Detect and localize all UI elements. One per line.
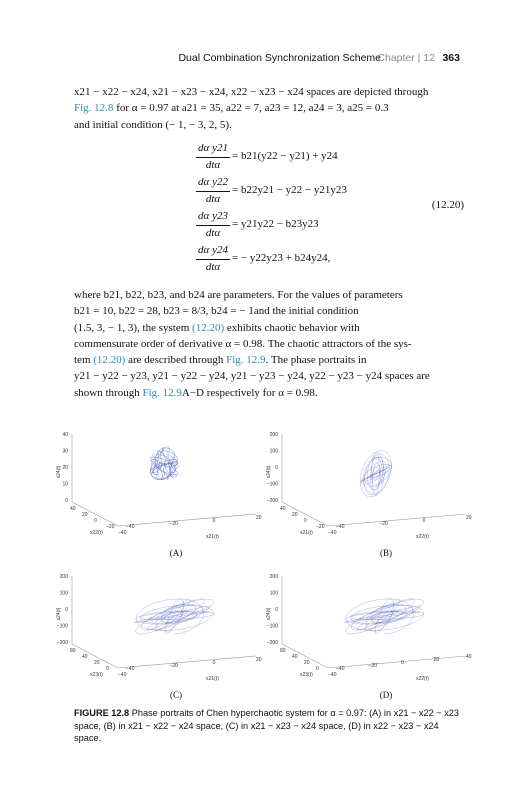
z-tick-label: 20 [62,465,68,471]
y-tick-label: 40 [466,654,472,660]
z-tick-label: 200 [269,574,278,580]
z-axis-label: x24(t) [56,607,62,621]
figure-link[interactable]: Fig. 12.8 [74,102,114,115]
x-tick-label: −20 [316,524,325,530]
header-page-number: 363 [442,52,460,64]
y-tick-label: 0 [422,518,426,524]
phase-portrait-panel [56,574,262,700]
intro-line-3: and initial condition (− 1, − 3, 2, 5). [74,118,232,131]
x-tick-label: 40 [70,506,76,512]
z-tick-label: −100 [266,623,278,630]
intro-line-2: Fig. 12.8 for α = 0.97 at a21 = 35, a22 = 7, a23 = 12, a24 = 3, a25 = 0.3 [74,102,389,115]
x-tick-label: 20 [94,660,100,666]
x-tick-label: −40 [328,672,337,678]
trajectory-curve [150,446,178,480]
x-tick-label: 80 [280,648,286,654]
z-tick-label: 0 [65,498,68,504]
z-tick-label: 100 [269,448,278,455]
phase-portrait-panel [266,574,472,700]
equation-3: dα y23 dtα = y21y22 − b23y23 [196,210,464,242]
y-tick-label: 0 [212,660,216,666]
y-tick-label: −20 [169,663,178,669]
z-tick-label: 0 [275,607,278,613]
equation-1: dα y21 dtα = b21(y22 − y21) + y24 [196,142,464,174]
trajectory-curve [344,599,424,634]
equation-4: dα y24 dtα = − y22y23 + b24y24, [196,244,464,276]
y-axis-label: x21(t) [206,676,219,682]
phase-portrait-panel [56,432,262,558]
z-tick-label: −100 [56,623,68,630]
panel-label: (D) [379,690,393,700]
caption-label: FIGURE 12.8 [74,708,130,718]
y-tick-label: 20 [433,657,440,663]
y-tick-label: −20 [368,663,377,669]
y-tick-label: −40 [336,666,345,672]
x-tick-label: −40 [328,530,337,536]
x-tick-label: 80 [70,648,76,654]
z-axis-label: x24(t) [56,465,62,479]
z-tick-label: 30 [62,448,68,455]
equation-2: dα y22 dtα = b22y21 − y22 − y21y23 [196,176,464,208]
z-tick-label: −200 [266,640,278,646]
equation-link[interactable]: (12.20) [192,321,225,334]
panel-label: (B) [380,548,392,558]
x-tick-label: −40 [118,530,127,536]
y-tick-label: −40 [336,524,345,530]
figure-12-8 [56,430,476,700]
params-line-2: b21 = 10, b22 = 28, b23 = 8/3, b24 = − 1and the initial condition [74,305,359,318]
params-line-5: tem (12.20) are described through Fig. 12.9. The phase portraits in [74,354,367,367]
equation-link[interactable]: (12.20) [93,354,126,367]
x-tick-label: 0 [94,518,97,524]
y-tick-label: −40 [126,666,135,672]
y-tick-label: −20 [379,521,388,527]
params-line-1: where b21, b22, b23, and b24 are parameters. For the values of parameters [74,289,403,301]
x-axis-label: x22(t) [90,530,103,536]
x-tick-label: 40 [82,654,88,660]
x-tick-label: −40 [118,672,127,678]
x-tick-label: 0 [304,518,307,524]
y-tick-label: 0 [212,518,216,524]
z-tick-label: 200 [59,574,68,580]
figure-link[interactable]: Fig. 12.9 [226,354,266,367]
z-tick-label: 100 [59,590,68,597]
z-tick-label: −200 [266,498,278,504]
z-tick-label: −200 [56,640,68,646]
y-axis-label: x21(t) [206,534,219,540]
x-tick-label: 0 [106,666,109,672]
x-tick-label: 40 [292,654,298,660]
y-tick-label: −20 [169,521,178,527]
trajectory-curve [360,451,392,497]
y-axis-label: x22(t) [416,534,429,540]
figure-caption [74,707,466,745]
running-header [0,52,531,66]
x-axis-label: x23(t) [300,672,313,678]
header-chapter: Chapter | 12 [377,52,435,64]
figure-link[interactable]: Fig. 12.9 [142,386,182,399]
y-axis-label: x22(t) [416,676,429,682]
panel-label: (C) [170,690,182,700]
trajectory-curve [134,599,214,634]
z-tick-label: −100 [266,481,278,488]
caption-line-2: space, (B) in x21 − x22 − x24 space, (C) in x21 − x23 − x24 space, (D) in x22 − x23 − x24 space. [74,720,439,743]
x-tick-label: 20 [82,512,88,518]
z-tick-label: 40 [62,432,68,438]
x-axis-label: x23(t) [90,672,103,678]
z-tick-label: 0 [65,607,68,613]
caption-text: Phase portraits of Chen hyperchaotic system for α = 0.97: (A) in x21 − x22 − x23 [129,708,460,718]
y-tick-label: −40 [126,524,135,530]
equation-system [196,142,464,280]
paragraph-intro [74,84,463,133]
z-tick-label: 200 [269,432,278,438]
params-line-3: (1.5, 3, − 1, 3), the system (12.20) exhibits chaotic behavior with [74,321,360,334]
params-line-6: y21 − y22 − y23, y21 − y22 − y24, y21 − y23 − y24, y22 − y23 − y24 spaces are [74,370,430,383]
panel-label: (A) [169,548,183,558]
z-axis-label: x24(t) [266,607,272,621]
phase-portrait-panel [266,432,472,558]
header-title: Dual Combination Synchronization Scheme [178,52,381,64]
intro-line-1: x21 − x22 − x24, x21 − x23 − x24, x22 − x23 − x24 spaces are depicted through [74,86,429,98]
x-tick-label: 20 [304,660,310,666]
x-tick-label: −20 [106,524,115,530]
paragraph-parameters [74,287,463,401]
params-line-7: shown through Fig. 12.9A−D respectively for α = 0.98. [74,386,318,399]
x-tick-label: 20 [292,512,298,518]
y-tick-label: 20 [256,515,262,521]
y-tick-label: 20 [256,657,262,663]
x-tick-label: 0 [316,666,319,672]
params-line-4: commensurate order of derivative α = 0.98. The chaotic attractors of the sys- [74,337,412,350]
z-axis-label: x24(t) [266,465,272,479]
y-tick-label: 20 [466,515,472,521]
x-axis-label: x21(t) [300,530,313,536]
equation-number: (12.20) [431,199,464,211]
x-tick-label: 40 [280,506,286,512]
z-tick-label: 10 [62,481,68,488]
z-tick-label: 0 [275,465,278,471]
z-tick-label: 100 [269,590,278,597]
y-tick-label: 0 [401,660,404,666]
